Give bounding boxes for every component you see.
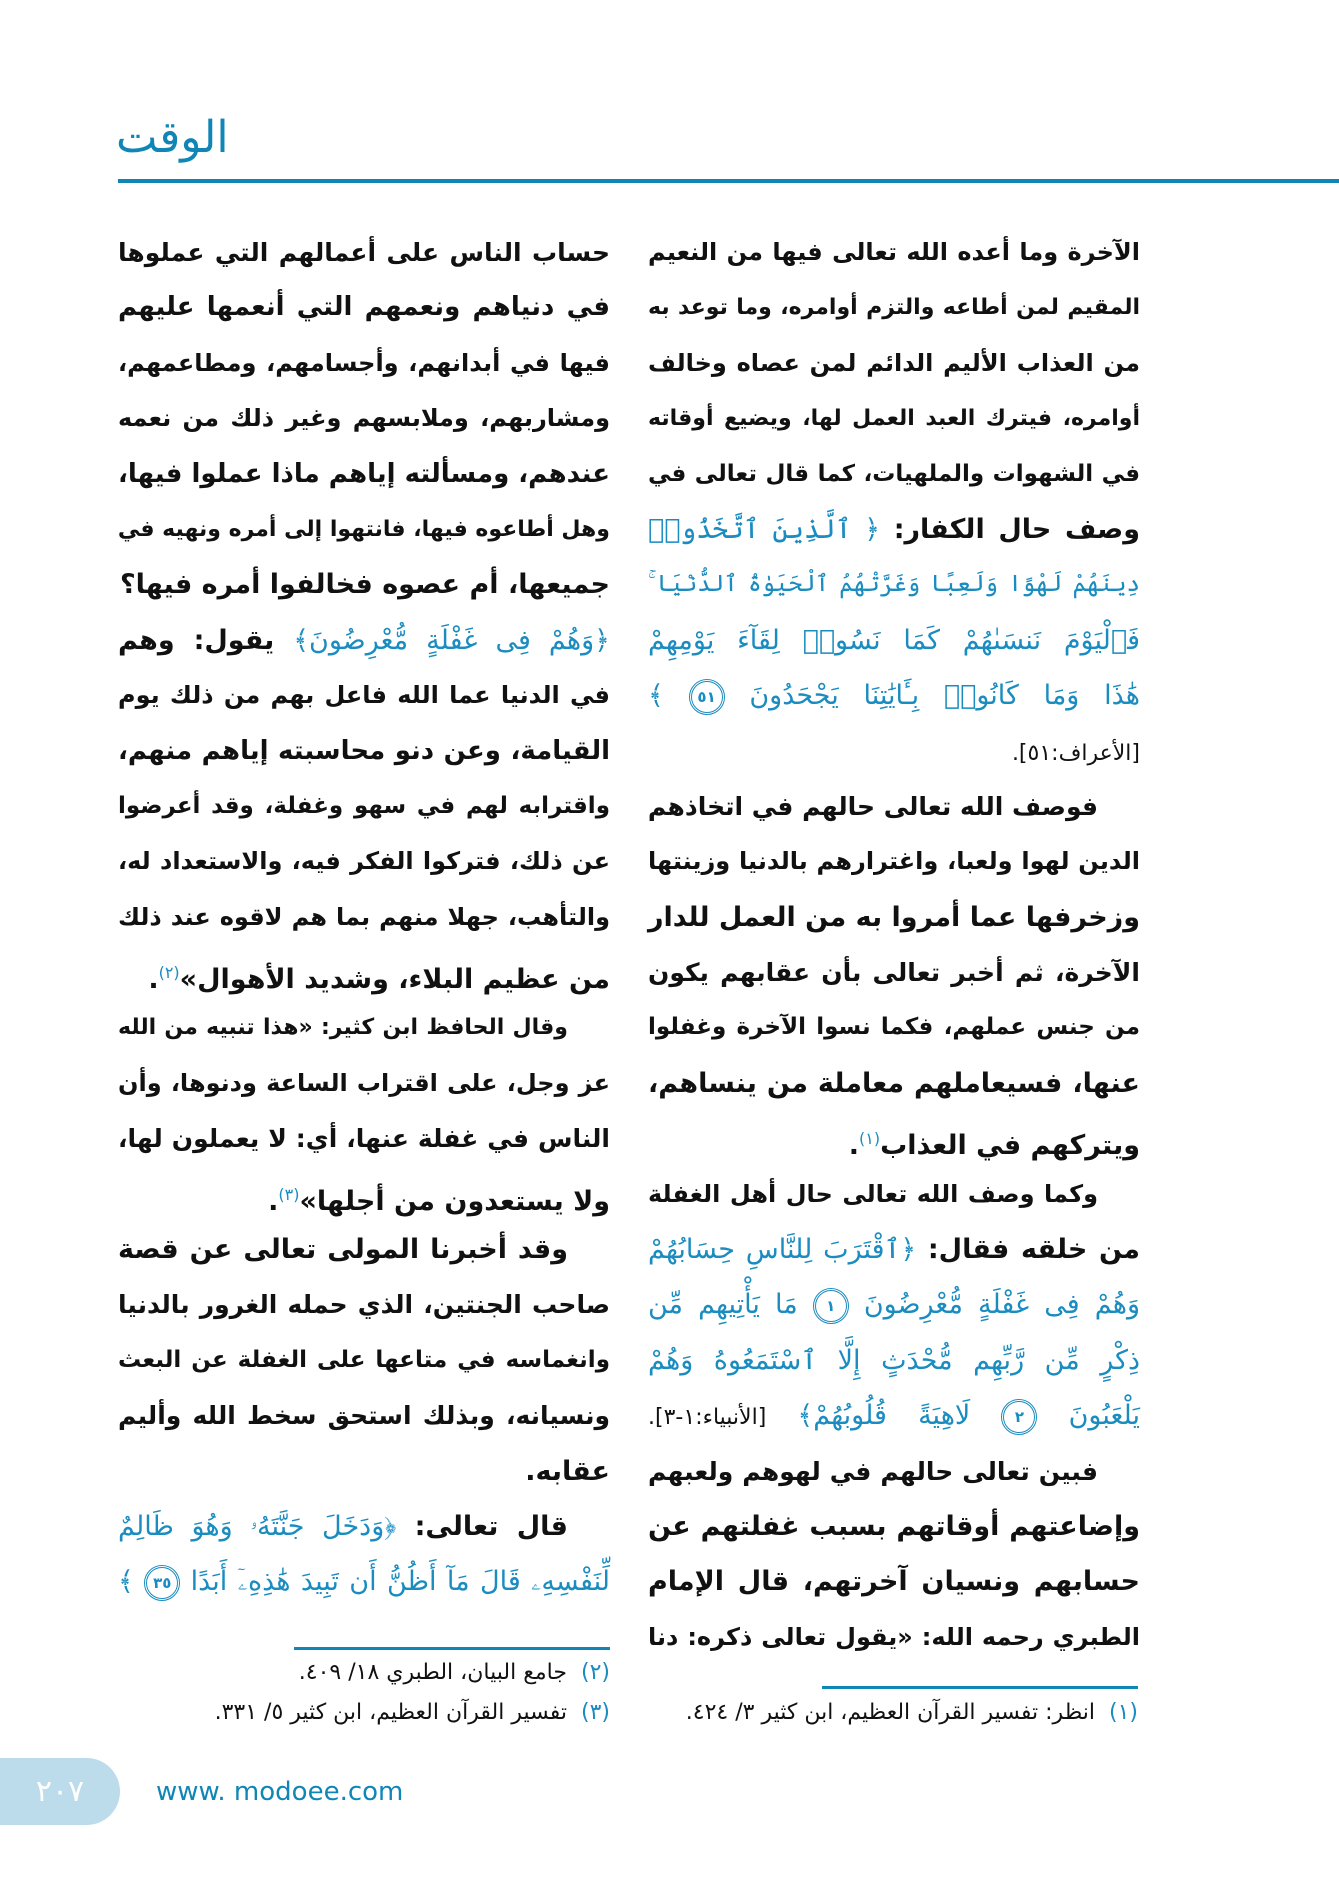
footnote-divider-left <box>294 1647 610 1650</box>
text-line <box>648 834 1140 889</box>
text-line <box>648 724 1140 779</box>
quran-verse-text: ﴿ٱقْتَرَبَ لِلنَّاسِ حِسَابُهُمْ <box>648 1234 917 1266</box>
footnote-marker: (٢) <box>158 963 180 983</box>
quran-verse-text: ذِكْرٍ مِّن رَّبِّهِم مُّحْدَثٍ إِلَّا ٱسْتَمَعُوهُ وَهُمْ <box>648 1344 1140 1376</box>
footnote-marker: (١) <box>859 1129 881 1149</box>
verse-number-icon: ٣٥ <box>144 1565 180 1601</box>
body-text: وصف حال الكفار: <box>880 513 1141 545</box>
text-line <box>648 280 1140 335</box>
text-line <box>648 447 1140 502</box>
text-line <box>118 1056 610 1111</box>
quran-verse-text: لَاهِيَةً قُلُوبُهُمْ﴾ <box>766 1400 1002 1432</box>
body-text: الطبري رحمه الله: «يقول تعالى ذكره: دنا <box>648 1622 1140 1651</box>
quran-verse-text: لِّنَفْسِهِۦ قَالَ مَآ أَظُنُّ أَن تَبِيدَ هَٰذِهِۦٓ أَبَدًا <box>180 1566 610 1598</box>
text-line <box>118 1554 610 1609</box>
chapter-title: الوقت <box>116 112 229 163</box>
body-text: الناس في غفلة عنها، أي: لا يعملون لها، <box>118 1124 610 1154</box>
body-text: في دنياهم ونعمهم التي أنعمها عليهم <box>118 292 610 323</box>
text-line <box>648 1056 1140 1111</box>
body-text: وقد أخبرنا المولى تعالى عن قصة <box>118 1234 568 1266</box>
body-text: صاحب الجنتين، الذي حمله الغرور بالدنيا <box>118 1290 610 1320</box>
quran-verse-text: ﴾ <box>118 1566 145 1598</box>
text-line <box>118 225 610 280</box>
body-text: . <box>148 964 159 996</box>
body-text: ولا يستعدون من أجلها» <box>299 1185 610 1217</box>
footnote-1 <box>686 1700 1138 1725</box>
text-line <box>118 1111 610 1166</box>
footnote-text: جامع البيان، الطبري ١٨/ ٤٠٩. <box>298 1660 567 1685</box>
quran-verse-text: فَٱلْيَوْمَ نَنسَىٰهُمْ كَمَا نَسُوا۟ لِقَآءَ يَوْمِهِمْ <box>648 624 1140 656</box>
text-line <box>648 1610 1140 1665</box>
footnote-divider-right <box>822 1686 1138 1689</box>
text-line <box>118 1444 610 1499</box>
text-line <box>648 336 1140 391</box>
text-line <box>648 945 1140 1000</box>
body-text: من خلقه فقال: <box>916 1234 1140 1266</box>
body-text: حسابهم ونسيان آخرتهم، قال الإمام <box>648 1566 1140 1598</box>
text-line <box>118 834 610 889</box>
body-text: عندهم، ومسألته إياهم ماذا عملوا فيها، <box>118 458 610 489</box>
text-line <box>118 280 610 335</box>
footnote-number: (٣) <box>580 1700 610 1725</box>
quran-verse-text: ﴿وَدَخَلَ جَنَّتَهُۥ وَهُوَ ظَالِمٌ <box>118 1510 397 1542</box>
body-text: من عظيم البلاء، وشديد الأهوال» <box>179 964 610 996</box>
body-text: وزخرفها عما أمروا به من العمل للدار <box>647 901 1140 933</box>
body-text: عنها، فسيعاملهم معاملة من ينساهم، <box>648 1067 1140 1099</box>
body-text: جميعها، أم عصوه فخالفوا أمره فيها؟ <box>119 569 610 601</box>
body-text: عقابه. <box>525 1455 610 1487</box>
text-line <box>118 779 610 834</box>
verse-reference: [الأعراف:٥١]. <box>1011 740 1140 766</box>
footnote-3 <box>215 1700 610 1725</box>
text-line <box>648 613 1140 668</box>
header-divider <box>118 179 1339 183</box>
text-line <box>648 1167 1140 1222</box>
text-line <box>118 1167 610 1222</box>
body-text: وهل أطاعوه فيها، فانتهوا إلى أمره ونهيه في <box>117 516 610 542</box>
quran-verse-text: ﴿وَهُمْ فِى غَفْلَةٍ مُّعْرِضُونَ﴾ <box>293 624 610 656</box>
text-line <box>118 502 610 557</box>
footnote-marker: (٣) <box>278 1184 300 1204</box>
quran-verse-text: وَهُمْ فِى غَفْلَةٍ مُّعْرِضُونَ <box>848 1289 1140 1321</box>
body-text: من جنس عملهم، فكما نسوا الآخرة وغفلوا <box>648 1014 1140 1041</box>
text-line <box>648 1499 1140 1554</box>
text-line <box>118 1222 610 1277</box>
text-line <box>118 1333 610 1388</box>
quran-verse-text: ﴾ <box>648 680 689 712</box>
text-line <box>118 945 610 1000</box>
body-text: وكما وصف الله تعالى حال أهل الغفلة <box>648 1179 1098 1208</box>
footnote-text: تفسير القرآن العظيم، ابن كثير ٥/ ٣٣١. <box>214 1700 567 1725</box>
body-text: واقترابه لهم في سهو وغفلة، وقد أعرضوا <box>118 792 610 819</box>
footnote-text: انظر: تفسير القرآن العظيم، ابن كثير ٣/ ٤٢٤. <box>685 1700 1095 1725</box>
text-line <box>648 1222 1140 1277</box>
text-line <box>648 557 1140 612</box>
text-line <box>118 613 610 668</box>
text-line <box>118 391 610 446</box>
body-text: فوصف الله تعالى حالهم في اتخاذهم <box>647 791 1098 821</box>
text-line <box>648 391 1140 446</box>
body-text: المقيم لمن أطاعه والتزم أوامره، وما توعد به <box>648 295 1140 321</box>
verse-number-icon: ٥١ <box>689 679 725 715</box>
text-line <box>648 779 1140 834</box>
quran-verse-text: يَلْعَبُونَ <box>1037 1400 1140 1432</box>
text-line <box>648 1333 1140 1388</box>
footnote-number: (٢) <box>580 1660 610 1685</box>
verse-number-icon: ١ <box>813 1288 849 1324</box>
text-line <box>118 724 610 779</box>
body-text: في الشهوات والملهيات، كما قال تعالى في <box>648 460 1140 487</box>
body-text: في الدنيا عما الله فاعل بهم من ذلك يوم <box>118 681 610 710</box>
left-text-column <box>118 225 610 1610</box>
quran-verse-text: هَٰذَا وَمَا كَانُوا۟ بِـَٔايَٰتِنَا يَجْحَدُونَ <box>724 680 1140 712</box>
text-line <box>118 1388 610 1443</box>
body-text: فبين تعالى حالهم في لهوهم ولعبهم <box>648 1456 1098 1486</box>
footnote-2 <box>299 1660 610 1685</box>
quran-verse-text: مَا يَأْتِيهِم مِّن <box>648 1289 813 1321</box>
text-line <box>648 1000 1140 1055</box>
right-text-column <box>648 225 1140 1665</box>
body-text: عن ذلك، فتركوا الفكر فيه، والاستعداد له، <box>118 847 610 876</box>
page-number-badge: ٢٠٧ <box>0 1758 120 1825</box>
verse-reference: [الأنبياء:١-٣]. <box>648 1405 767 1431</box>
text-line <box>648 890 1140 945</box>
body-text: فيها في أبدانهم، وأجسامهم، ومطاعمهم، <box>118 348 610 377</box>
body-text: يقول: وهم <box>118 624 294 656</box>
website-link[interactable]: www. modoee.com <box>156 1777 404 1807</box>
body-text: الآخرة وما أعده الله تعالى فيها من النعيم <box>648 238 1140 266</box>
quran-verse-text: دِينَهُمْ لَهْوًا وَلَعِبًا وَغَرَّتْهُمُ ٱلْحَيَوٰةُ ٱلدُّنْيَا ۚ <box>648 571 1140 598</box>
text-line <box>118 557 610 612</box>
text-line <box>648 1388 1140 1443</box>
body-text: وانغماسه في متاعها على الغفلة عن البعث <box>118 1346 610 1373</box>
body-text: من العذاب الأليم الدائم لمن عصاه وخالف <box>648 348 1140 377</box>
text-line <box>648 1111 1140 1166</box>
body-text: الآخرة، ثم أخبر تعالى بأن عقابهم يكون <box>648 958 1140 988</box>
verse-number-icon: ٢ <box>1001 1399 1037 1435</box>
body-text: ونسيانه، وبذلك استحق سخط الله وأليم <box>118 1401 610 1431</box>
body-text: وإضاعتهم أوقاتهم بسبب غفلتهم عن <box>648 1510 1140 1542</box>
body-text: أوامره، فيترك العبد العمل لها، ويضيع أوقاته <box>648 406 1140 432</box>
text-line <box>648 1444 1140 1499</box>
body-text: وقال الحافظ ابن كثير: «هذا تنبيه من الله <box>118 1015 568 1041</box>
body-text: . <box>848 1130 860 1162</box>
text-line <box>648 1277 1140 1332</box>
body-text: والتأهب، جهلا منهم بما هم لاقوه عند ذلك <box>118 902 610 931</box>
text-line <box>118 890 610 945</box>
text-line <box>648 502 1140 557</box>
text-line <box>118 668 610 723</box>
text-line <box>118 447 610 502</box>
text-line <box>118 336 610 391</box>
body-text: حساب الناس على أعمالهم التي عملوها <box>118 238 610 267</box>
footnote-number: (١) <box>1108 1700 1138 1725</box>
text-line <box>118 1000 610 1055</box>
quran-verse-text: ﴿ ٱلَّذِينَ ٱتَّخَذُوا۟ <box>648 513 881 545</box>
text-line <box>648 225 1140 280</box>
body-text: القيامة، وعن دنو محاسبته إياهم منهم، <box>118 735 610 766</box>
body-text: ومشاربهم، وملابسهم وغير ذلك من نعمه <box>118 404 610 433</box>
text-line <box>648 1554 1140 1609</box>
body-text: الدين لهوا ولعبا، واغترارهم بالدنيا وزينتها <box>648 847 1140 876</box>
body-text: قال تعالى: <box>396 1510 568 1542</box>
body-text: ويتركهم في العذاب <box>880 1130 1140 1162</box>
body-text: عز وجل، على اقتراب الساعة ودنوها، وأن <box>118 1068 610 1097</box>
text-line <box>118 1499 610 1554</box>
body-text: . <box>268 1185 279 1217</box>
text-line <box>648 668 1140 723</box>
text-line <box>118 1277 610 1332</box>
